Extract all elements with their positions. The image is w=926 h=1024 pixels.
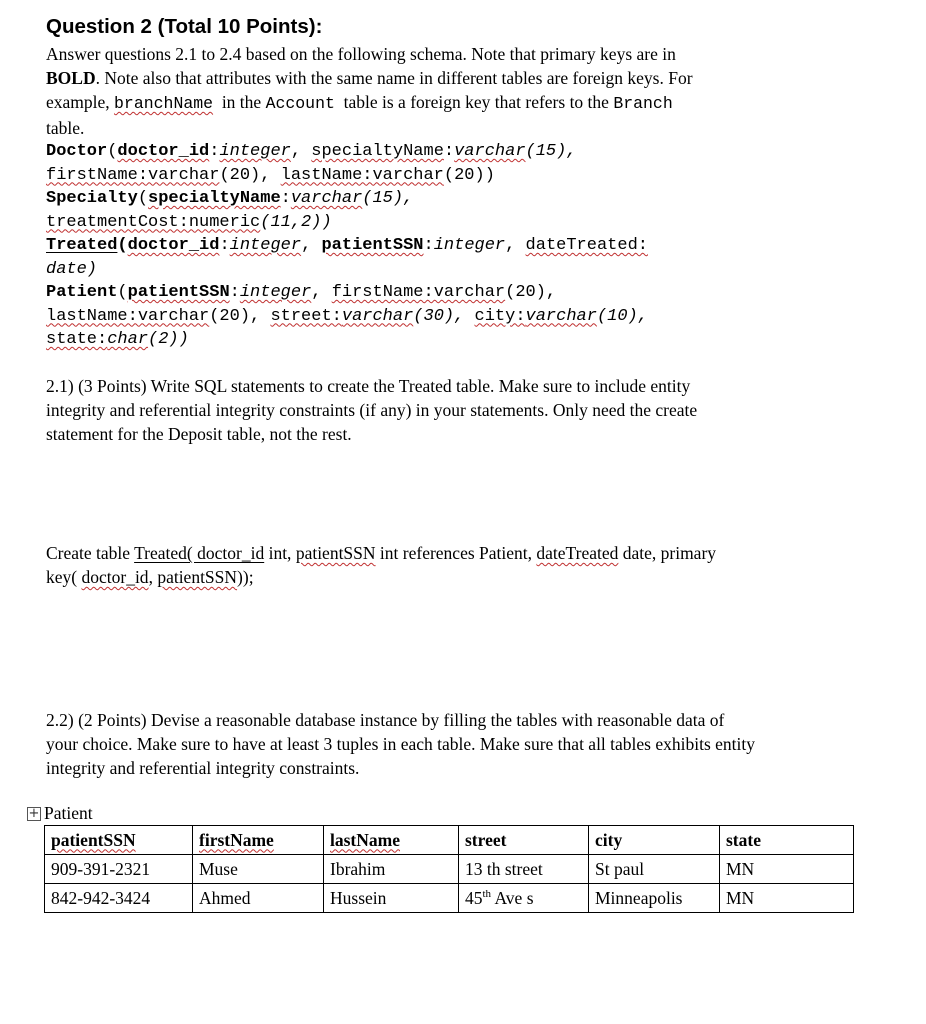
intro-line-3: example, branchName in the Account table is a foreign key that refers to the Branch (46, 92, 673, 113)
table-header-row (45, 826, 854, 855)
question-2-1: 2.1) (3 Points) Write SQL statements to create the Treated table. Make sure to include entity integrity and referential integrity constraints (if any) in your statements. Only need the create statement for the Deposit table, not the rest. (46, 376, 698, 444)
schema-specialty-line-1: Specialty(specialtyName:varchar(15), (46, 189, 414, 208)
schema-patient-line-3: state:char(2)) (46, 330, 189, 349)
header-cell: lastName (324, 826, 459, 855)
table-cell: St paul (589, 855, 720, 884)
header-cell: city (589, 826, 720, 855)
question-title: Question 2 (Total 10 Points): (46, 15, 323, 38)
table-cell: Muse (193, 855, 324, 884)
schema-treated-line-1: Treated(doctor_id:integer, patientSSN:integer, dateTreated: (46, 236, 648, 255)
header-cell: street (459, 826, 589, 855)
header-cell: firstName (193, 826, 324, 855)
question-2-2: 2.2) (2 Points) Devise a reasonable database instance by filling the tables with reasonable data of your choice. Make sure to have at least 3 tuples in each table. Make sure that all tables exhibits entity integrity and referential integrity constraints. (46, 710, 756, 778)
schema-doctor-line-1: Doctor(doctor_id:integer, specialtyName:varchar(15), (46, 142, 577, 161)
header-cell: patientSSN (45, 826, 193, 855)
question-block (46, 14, 866, 352)
table-cell: 909-391-2321 (45, 855, 193, 884)
patient-table (44, 825, 854, 913)
table-cell: Minneapolis (589, 884, 720, 913)
schema-treated-line-2: date) (46, 259, 98, 279)
table-cell: 45th Ave s (459, 884, 589, 913)
header-cell: state (720, 826, 854, 855)
table-row (45, 855, 854, 884)
account-code: Account (265, 94, 335, 113)
schema-doctor-line-2: firstName:varchar(20), lastName:varchar(20)) (46, 165, 495, 185)
table-cell: MN (720, 884, 854, 913)
branchname-code: branchName (114, 94, 214, 113)
table-row (45, 884, 854, 913)
table-cell: Ibrahim (324, 855, 459, 884)
intro-line-4: table. (46, 118, 85, 138)
branch-code: Branch (613, 94, 673, 113)
table-cell: Hussein (324, 884, 459, 913)
patient-table-title: + Patient (28, 803, 93, 823)
table-cell: Ahmed (193, 884, 324, 913)
table-move-handle-icon[interactable]: + (28, 805, 40, 821)
table-cell: 842-942-3424 (45, 884, 193, 913)
answer-2-1: Create table Treated( doctor_id int, patientSSN int references Patient, dateTreated date, primary key( doctor_id, patientSSN)); (46, 543, 717, 587)
table-cell: 13 th street (459, 855, 589, 884)
intro-line-2: BOLD. Note also that attributes with the same name in different tables are foreign keys. For (46, 68, 693, 88)
intro-line-1: Answer questions 2.1 to 2.4 based on the following schema. Note that primary keys are in (46, 44, 676, 64)
table-cell: MN (720, 855, 854, 884)
schema-patient-line-2: lastName:varchar(20), street:varchar(30), city:varchar(10), (46, 306, 648, 326)
schema-specialty-line-2: treatmentCost:numeric(11,2)) (46, 212, 332, 232)
schema-patient-line-1: Patient(patientSSN:integer, firstName:varchar(20), (46, 283, 557, 302)
